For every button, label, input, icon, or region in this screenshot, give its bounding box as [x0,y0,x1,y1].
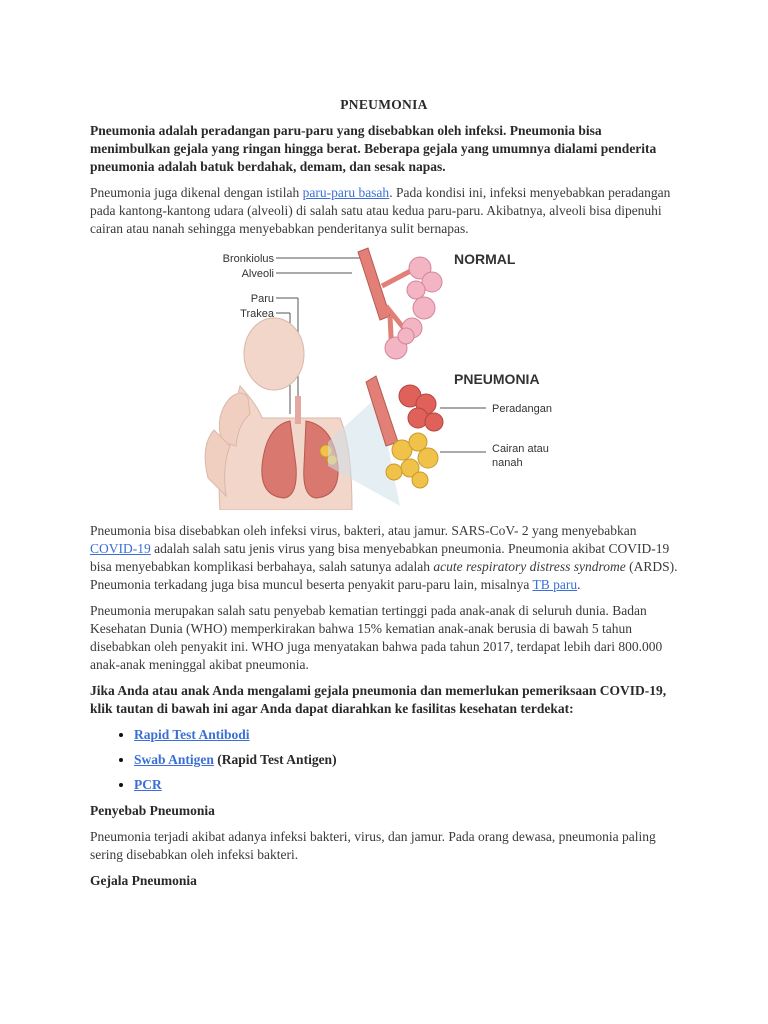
list-item [134,751,678,769]
list-item [134,776,678,794]
heading-pneumonia: PNEUMONIA [454,371,540,387]
normal-alveoli [358,248,442,359]
link-paru-paru-basah[interactable]: paru-paru basah [302,185,390,200]
label-alveoli: Alveoli [241,268,274,280]
list-item [134,726,678,744]
label-cairan-line1: Cairan atau [492,443,549,455]
text-segment: Pneumonia juga dikenal dengan istilah [90,185,303,200]
heading-gejala: Gejala Pneumonia [90,873,197,888]
label-peradangan: Peradangan [492,403,552,415]
label-cairan-line2: nanah [492,457,523,469]
link-rapid-test-antibodi[interactable]: Rapid Test Antibodi [134,727,250,742]
paragraph-covid-test-callout: Jika Anda atau anak Anda mengalami gejala pneumonia dan memerlukan pemeriksaan COVID-19, klik tautan di bawah ini agar Anda dapat diarahkan ke fasilitas kesehatan terdekat: [90,683,667,716]
test-links-list [90,726,678,794]
text-segment: (Rapid Test Antigen) [213,752,337,767]
paragraph-penyebab: Pneumonia terjadi akibat adanya infeksi bakteri, virus, dan jamur. Pada orang dewasa, pneumonia paling sering disebabkan oleh infeksi bakteri. [90,829,656,862]
link-tb-paru[interactable]: TB paru [532,577,578,592]
link-covid-19[interactable]: COVID-19 [90,541,151,556]
lung-illustration [90,246,678,510]
text-segment: adalah salah satu jenis virus yang bisa menyebabkan pneumonia. Pneumonia akibat COVID-19 bisa menyebabkan komplikasi berbahaya, salah satunya adalah [90,541,670,574]
text-segment: . Pada kondisi ini, infeksi menyebabkan peradangan pada kantong-kantong udara (alveoli) di salah satu atau kedua paru-paru. Akibatnya, alveoli bisa dipenuhi cairan atau nanah sehingga menyebabkan penderitanya sulit bernapas. [90,185,671,236]
heading-penyebab: Penyebab Pneumonia [90,803,215,818]
text-ards-term: acute respiratory distress syndrome [433,559,626,574]
intro-paragraph: Pneumonia adalah peradangan paru-paru yang disebabkan oleh infeksi. Pneumonia bisa menimbulkan gejala yang ringan hingga berat. Beberapa gejala yang umumnya dialami penderita pneumonia adalah batuk berdahak, demam, dan sesak napas. [90,123,657,174]
text-segment: . [577,577,581,592]
label-paru: Paru [250,293,274,305]
document-body [90,96,678,898]
paragraph-mortality: Pneumonia merupakan salah satu penyebab kematian tertinggi pada anak-anak di seluruh dunia. Badan Kesehatan Dunia (WHO) memperkirakan bahwa 15% kematian anak-anak berusia di bawah 5 tahun disebabkan oleh penyakit ini. WHO juga menyatakan bahwa pada tahun 2017, terdapat lebih dari 800.000 anak-anak meninggal akibat pneumonia. [90,603,663,672]
link-pcr[interactable]: PCR [134,777,162,792]
lung-diagram [90,246,678,510]
link-swab-antigen[interactable]: Swab Antigen [134,752,214,767]
paragraph-causes-intro [90,522,678,594]
label-trakea: Trakea [240,308,274,320]
page-title: PNEUMONIA [340,97,428,112]
label-bronkiolus: Bronkiolus [222,253,274,265]
text-segment: Pneumonia bisa disebabkan oleh infeksi virus, bakteri, atau jamur. SARS-CoV- 2 yang menyebabkan [90,523,637,538]
paragraph-definition [90,184,678,238]
text-segment: (ARDS). Pneumonia terkadang juga bisa muncul beserta penyakit paru-paru lain, misalnya [90,559,678,592]
heading-normal: NORMAL [454,251,516,267]
